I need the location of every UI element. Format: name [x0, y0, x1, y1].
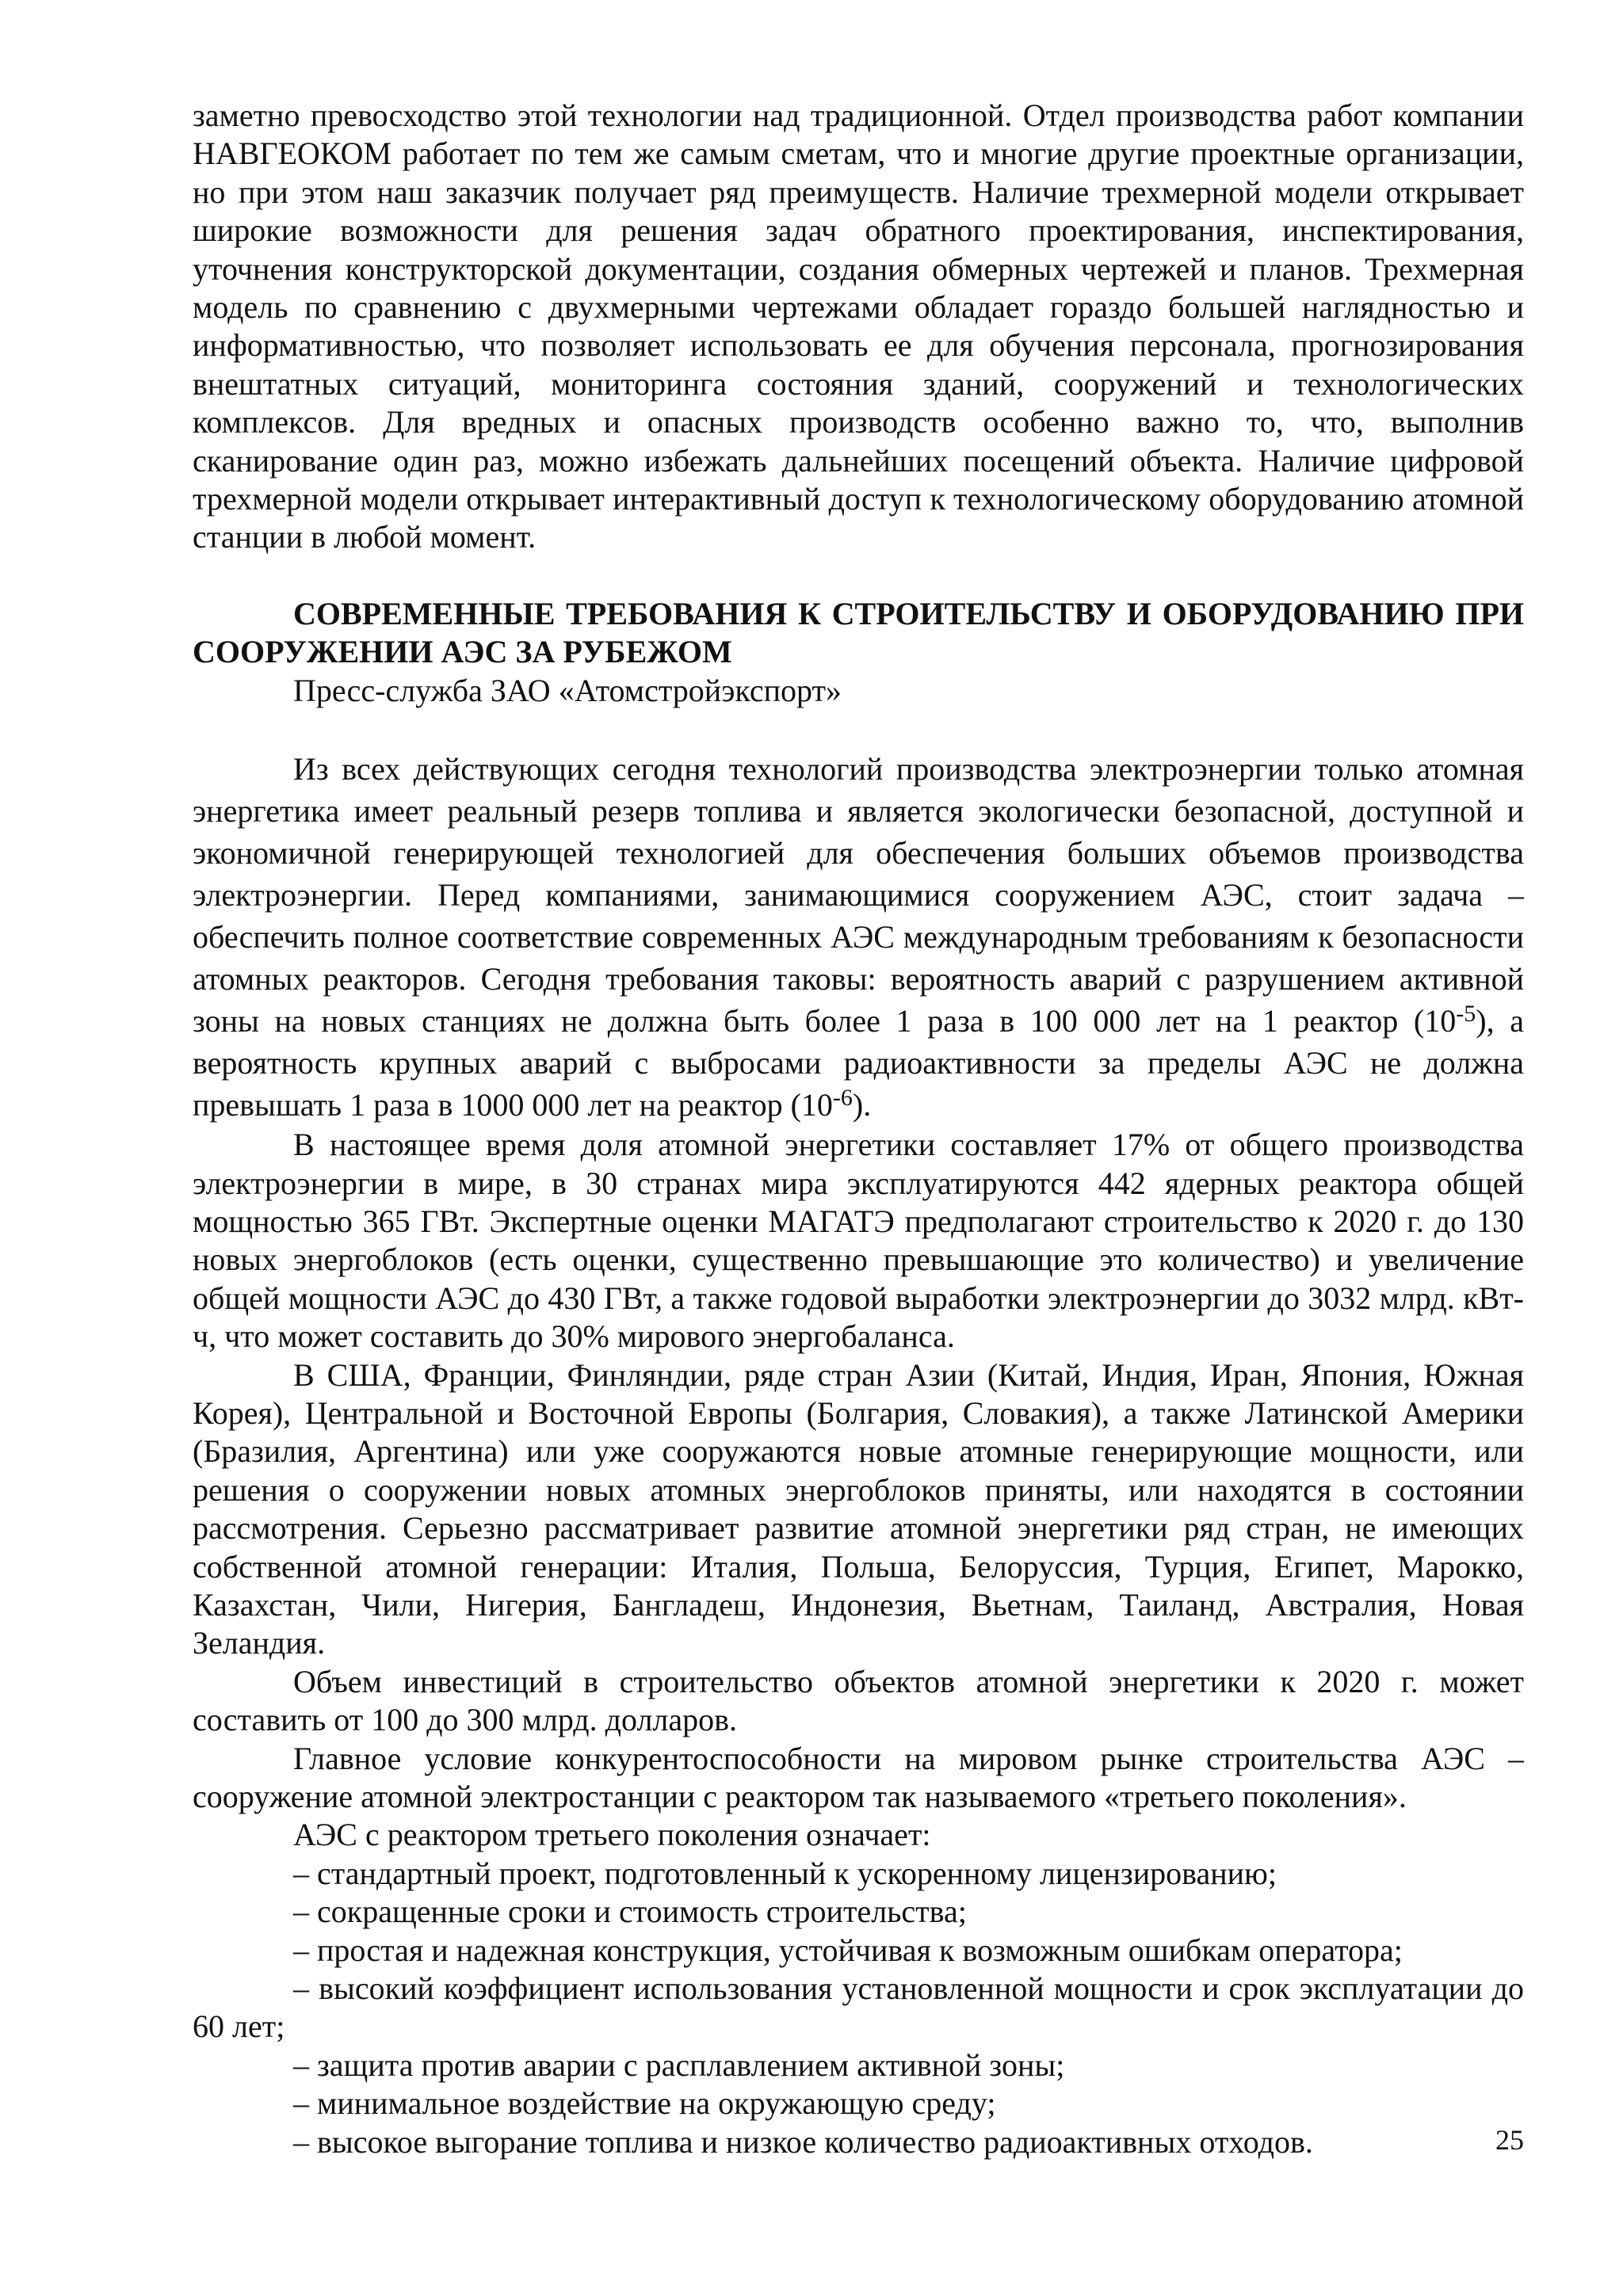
page-number: 25 [1495, 2124, 1524, 2156]
paragraph-1-text-c: ). [852, 1087, 872, 1123]
list-item: – высокий коэффициент использования установленной мощности и срок эксплуатации до 60 лет; [193, 1970, 1524, 2045]
paragraph-2: В настоящее время доля атомной энергетики составляет 17% от общего производства электроэнергии в мире, в 30 странах мира эксплуатируются 442 ядерных реактора общей мощностью 365 ГВт. Экспертные оценки МАГАТЭ предполагают строительство к 2020 г. до 130 новых энергоблоков (есть оценки, существенно превышающие это количество) и увеличение общей мощности АЭС до 430 ГВт, а также годовой выработки электроэнергии до 3032 млрд. кВт-ч, что может составить до 30% мирового энергобаланса. [193, 1127, 1524, 1355]
paragraph-1-text-b: ), а вероятность крупных аварий с выбросами радиоактивности за пределы АЭС не должна превышать 1 раза в 1000 000 лет на реактор (10 [193, 1003, 1525, 1123]
paragraph-5: Главное условие конкурентоспособности на мировом рынке строительства АЭС – сооружение атомной электростанции с реактором так называемого «третьего поколения». [193, 1740, 1524, 1814]
paragraph-1-exponent-2: -6 [832, 1085, 853, 1112]
paragraph-1-exponent-1: -5 [1456, 1001, 1476, 1028]
document-page [193, 97, 1524, 2161]
paragraph-4: Объем инвестиций в строительство объектов атомной энергетики к 2020 г. может составить от 100 до 300 млрд. долларов. [193, 1663, 1524, 1738]
list-item: – сокращенные сроки и стоимость строительства; [293, 1894, 967, 1930]
list-item: – простая и надежная конструкция, устойчивая к возможным ошибкам оператора; [293, 1932, 1403, 1968]
list-item: – защита против аварии с расплавлением активной зоны; [293, 2046, 1065, 2083]
paragraph-1-text-a: Из всех действующих сегодня технологий производства электроэнергии только атомная энергетика имеет реальный резерв топлива и является экологически безопасной, доступной и экономичной генерирующей технологией для обеспечения больших объемов производства электроэнергии. Перед компаниями, занимающимися сооружением АЭС, стоит задача – обеспечить полное соответствие современных АЭС международным требованиям к безопасности атомных реакторов. Сегодня требования таковы: вероятность аварий с разрушением активной зоны на новых станциях не должна быть более 1 раза в 100 000 лет на 1 реактор (10 [193, 751, 1524, 1039]
section-byline: Пресс-служба ЗАО «Атомстройэкспорт» [293, 672, 842, 708]
list-item: – стандартный проект, подготовленный к ускоренному лицензированию; [293, 1855, 1277, 1891]
paragraph-intro: заметно превосходство этой технологии над традиционной. Отдел производства работ компании НАВГЕОКОМ работает по тем же самым сметам, что и многие другие проектные организации, но при этом наш заказчик получает ряд преимуществ. Наличие трехмерной модели открывает широкие возможности для решения задач обратного проектирования, инспектирования, уточнения конструкторской документации, создания обмерных чертежей и планов. Трехмерная модель по сравнению с двухмерными чертежами обладает гораздо большей наглядностью и информативностью, что позволяет использовать ее для обучения персонала, прогнозирования внештатных ситуаций, мониторинга состояния зданий, сооружений и технологических комплексов. Для вредных и опасных производств особенно важно то, что, выполнив сканирование один раз, можно избежать дальнейших посещений объекта. Наличие цифровой трехмерной модели открывает интерактивный доступ к технологическому оборудованию атомной станции в любой момент. [193, 97, 1524, 555]
list-item: – высокое выгорание топлива и низкое количество радиоактивных отходов. [293, 2123, 1313, 2160]
section-title: СОВРЕМЕННЫЕ ТРЕБОВАНИЯ К СТРОИТЕЛЬСТВУ И ОБОРУДОВАНИЮ ПРИ СООРУЖЕНИИ АЭС ЗА РУБЕЖОМ [193, 595, 1524, 670]
paragraph-6: АЭС с реактором третьего поколения означает: [293, 1817, 931, 1853]
paragraph-3: В США, Франции, Финляндии, ряде стран Азии (Китай, Индия, Иран, Япония, Южная Корея), Центральной и Восточной Европы (Болгария, Словакия), а также Латинской Америки (Бразилия, Аргентина) или уже сооружаются новые атомные генерирующие мощности, или решения о сооружении новых атомных энергоблоков приняты, или находятся в состоянии рассмотрения. Серьезно рассматривает развитие атомной энергетики ряд стран, не имеющих собственной атомной генерации: Италия, Польша, Белоруссия, Турция, Египет, Марокко, Казахстан, Чили, Нигерия, Бангладеш, Индонезия, Вьетнам, Таиланд, Австралия, Новая Зеландия. [193, 1356, 1524, 1661]
paragraph-1 [193, 748, 1524, 1126]
list-item: – минимальное воздействие на окружающую среду; [293, 2085, 996, 2122]
